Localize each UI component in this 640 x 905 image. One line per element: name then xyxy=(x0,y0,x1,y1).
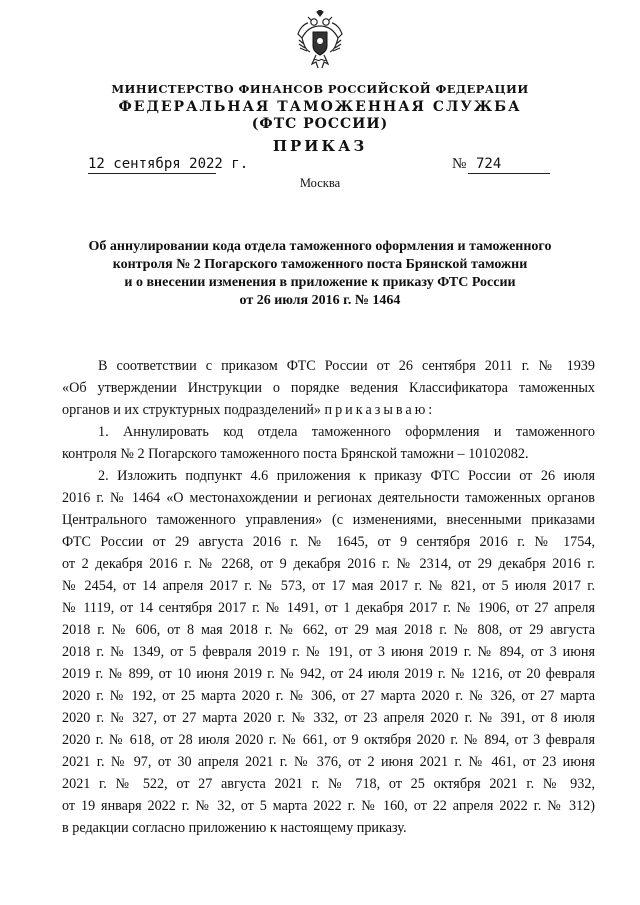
document-body xyxy=(62,355,595,839)
body-line: 2021 г. № 97, от 30 апреля 2021 г. № 376, от 2 июня 2021 г. № 461, от 23 июня xyxy=(62,754,595,770)
order-date: 12 сентября 2022 г. xyxy=(88,156,249,172)
order-number: 724 xyxy=(476,156,502,172)
body-text: органов и их структурных подразделений» xyxy=(62,402,321,418)
service-abbreviation: (ФТС РОССИИ) xyxy=(251,116,389,132)
title-line: Об аннулировании кода отдела таможенного оформления и таможенного xyxy=(88,239,552,254)
body-line: от 19 января 2022 г. № 32, от 5 марта 2022 г. № 160, от 22 апреля 2022 г. № 312) xyxy=(62,798,595,814)
body-line: В соответствии с приказом ФТС России от 26 сентября 2011 г. № 1939 xyxy=(98,358,595,374)
body-line: № 2454, от 14 апреля 2017 г. № 573, от 17 мая 2017 г. № 821, от 5 июля 2017 г. xyxy=(62,578,595,594)
body-line: 2. Изложить подпункт 4.6 приложения к приказу ФТС России от 26 июля xyxy=(98,468,595,484)
body-line: 2020 г. № 192, от 25 марта 2020 г. № 306, от 27 марта 2020 г. № 326, от 27 марта xyxy=(62,688,595,704)
ministry-name: МИНИСТЕРСТВО ФИНАНСОВ РОССИЙСКОЙ ФЕДЕРАЦИИ xyxy=(111,82,529,96)
body-line: 2020 г. № 618, от 28 июля 2020 г. № 661, от 9 октября 2020 г. № 894, от 3 февраля xyxy=(62,732,595,748)
body-line: 2018 г. № 1349, от 5 февраля 2019 г. № 191, от 3 июня 2019 г. № 894, от 3 июня xyxy=(62,644,595,660)
body-line: 2019 г. № 899, от 10 июня 2019 г. № 942, от 24 июля 2019 г. № 1216, от 20 февраля xyxy=(62,666,595,682)
title-line: контроля № 2 Погарского таможенного поста Брянской таможни xyxy=(112,257,528,272)
body-line xyxy=(62,399,595,421)
body-line: от 2 декабря 2016 г. № 2268, от 9 декабря 2016 г. № 2314, от 29 декабря 2016 г. xyxy=(62,556,595,572)
body-line: контроля № 2 Погарского таможенного поста Брянской таможни – 10102082. xyxy=(62,446,529,462)
state-emblem-icon xyxy=(296,10,344,72)
title-line: и о внесении изменения в приложение к приказу ФТС России xyxy=(124,275,516,290)
body-line: 2018 г. № 606, от 8 мая 2018 г. № 662, от 29 мая 2018 г. № 808, от 29 августа xyxy=(62,622,595,638)
document-title xyxy=(60,238,580,310)
body-line: 2020 г. № 327, от 27 марта 2020 г. № 332, от 23 апреля 2020 г. № 391, от 8 июля xyxy=(62,710,595,726)
city: Москва xyxy=(299,176,341,190)
date-underline xyxy=(88,173,216,174)
document-type: ПРИКАЗ xyxy=(272,137,368,155)
body-line: 1. Аннулировать код отдела таможенного оформления и таможенного xyxy=(98,424,595,440)
body-line: ФТС России от 29 августа 2016 г. № 1645, от 9 сентября 2016 г. № 1754, xyxy=(62,534,595,550)
body-line: 2021 г. № 522, от 27 августа 2021 г. № 718, от 25 октября 2021 г. № 932, xyxy=(62,776,595,792)
body-line: 2016 г. № 1464 «О местонахождении и регионах деятельности таможенных органов xyxy=(62,490,595,506)
body-line: в редакции согласно приложению к настоящему приказу. xyxy=(62,820,407,836)
order-verb: приказываю: xyxy=(324,402,436,418)
body-line: Центрального таможенного управления» (с изменениями, внесенными приказами xyxy=(62,512,595,528)
body-line: № 1119, от 14 сентября 2017 г. № 1491, от 1 декабря 2017 г. № 1906, от 27 апреля xyxy=(62,600,595,616)
title-line: от 26 июля 2016 г. № 1464 xyxy=(239,293,401,308)
number-underline xyxy=(468,173,550,174)
order-number-label: № xyxy=(452,156,467,172)
service-name: ФЕДЕРАЛЬНАЯ ТАМОЖЕННАЯ СЛУЖБА xyxy=(118,99,522,115)
body-line: «Об утверждении Инструкции о порядке ведения Классификатора таможенных xyxy=(62,380,595,396)
